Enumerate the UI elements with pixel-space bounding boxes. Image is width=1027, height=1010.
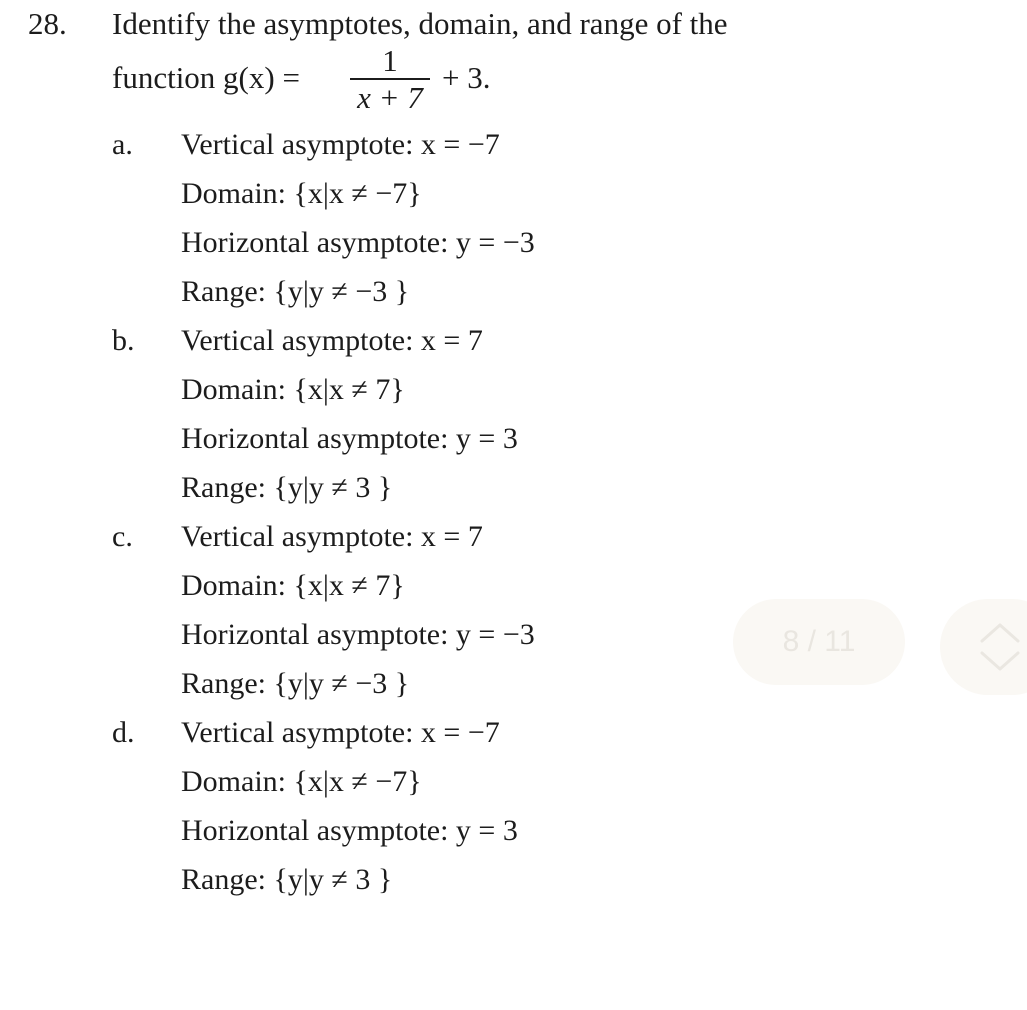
option-horizontal-asymptote: Horizontal asymptote: y = 3 bbox=[181, 422, 518, 455]
option-domain: Domain: {x|x ≠ −7} bbox=[181, 765, 422, 798]
option-range: Range: {y|y ≠ 3 } bbox=[181, 471, 393, 504]
function-fraction bbox=[350, 44, 430, 116]
option-domain: Domain: {x|x ≠ 7} bbox=[181, 373, 405, 406]
answer-options bbox=[28, 120, 888, 904]
option-letter: a. bbox=[112, 128, 133, 161]
question-prompt-line bbox=[28, 4, 888, 44]
option-horizontal-asymptote: Horizontal asymptote: y = −3 bbox=[181, 226, 535, 259]
option-horizontal-asymptote: Horizontal asymptote: y = 3 bbox=[181, 814, 518, 847]
option-horizontal-asymptote: Horizontal asymptote: y = −3 bbox=[181, 618, 535, 651]
page-nav-button[interactable] bbox=[940, 599, 1027, 695]
option-domain: Domain: {x|x ≠ 7} bbox=[181, 569, 405, 602]
option-vertical-asymptote: Vertical asymptote: x = −7 bbox=[181, 128, 500, 161]
option-range: Range: {y|y ≠ 3 } bbox=[181, 863, 393, 896]
option-range: Range: {y|y ≠ −3 } bbox=[181, 275, 410, 308]
question-block bbox=[28, 4, 888, 904]
option-a[interactable] bbox=[28, 120, 888, 316]
option-letter: b. bbox=[112, 324, 135, 357]
option-vertical-asymptote: Vertical asymptote: x = 7 bbox=[181, 324, 483, 357]
option-vertical-asymptote: Vertical asymptote: x = 7 bbox=[181, 520, 483, 553]
option-letter: c. bbox=[112, 520, 133, 553]
chevron-up-down-icon bbox=[974, 613, 1026, 681]
page-indicator: 8 / 11 bbox=[733, 599, 905, 685]
option-vertical-asymptote: Vertical asymptote: x = −7 bbox=[181, 716, 500, 749]
question-number: 28. bbox=[28, 6, 67, 41]
option-range: Range: {y|y ≠ −3 } bbox=[181, 667, 410, 700]
function-lead: function g(x) = bbox=[112, 60, 300, 95]
function-tail: + 3. bbox=[442, 60, 491, 95]
function-definition bbox=[112, 43, 888, 115]
fraction-numerator: 1 bbox=[350, 44, 430, 80]
option-letter: d. bbox=[112, 716, 135, 749]
option-b[interactable] bbox=[28, 316, 888, 512]
option-domain: Domain: {x|x ≠ −7} bbox=[181, 177, 422, 210]
question-prompt: Identify the asymptotes, domain, and range of the bbox=[112, 6, 728, 41]
fraction-denominator: x + 7 bbox=[357, 80, 423, 115]
option-d[interactable] bbox=[28, 708, 888, 904]
